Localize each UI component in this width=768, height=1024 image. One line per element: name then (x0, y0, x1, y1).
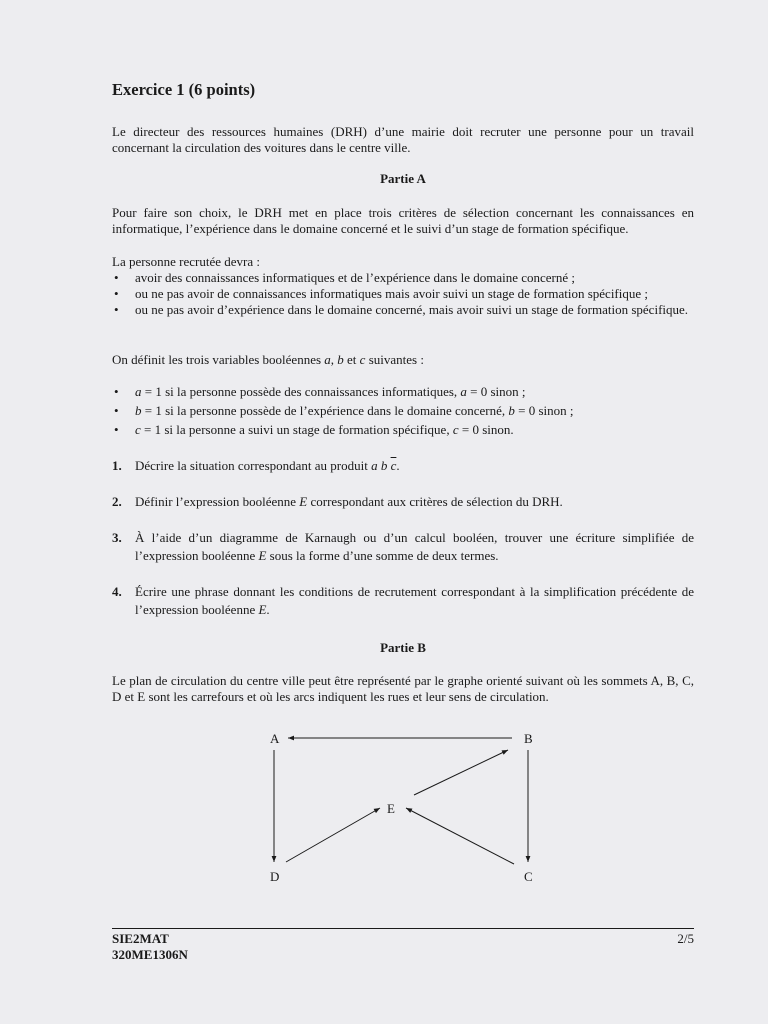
var-eq: = 1 (141, 403, 162, 418)
graph-edge-C-E (406, 808, 514, 864)
question-end: . (396, 458, 400, 473)
var-e: E (299, 494, 308, 509)
intro-paragraph: Le directeur des ressources humaines (DRH) d’une mairie doit recruter une personne pour un travail concernant la circulation des voitures dans le centre ville. (112, 124, 694, 155)
must-intro: La personne recrutée devra : (112, 254, 260, 269)
expr-ab: a b (371, 458, 391, 473)
criterion-2: • ou ne pas avoir de connaissances informatiques mais avoir suivi un stage de formation spécifique ; (112, 286, 694, 302)
criterion-3: • ou ne pas avoir d’expérience dans le domaine concerné, mais avoir suivi un stage de formation spécifique. (112, 302, 694, 318)
part-a-heading: Partie A (380, 171, 426, 186)
question-text: Définir l’expression booléenne (135, 494, 300, 509)
sep: et (343, 352, 360, 367)
question-text: . (266, 602, 270, 617)
var-eq: = 0 (514, 403, 536, 418)
var-b: b (337, 352, 344, 367)
footer-code-line-2: 320ME1306N (112, 947, 188, 962)
question-text: Écrire une phrase donnant les conditions de recrutement correspondant à la simplification précédente de l’expression booléenne (135, 584, 694, 617)
sep: , (330, 352, 338, 367)
var-name: a (135, 384, 142, 399)
part-b-heading: Partie B (380, 640, 426, 655)
var-name: b (508, 403, 515, 418)
question-number: 2. (112, 494, 122, 509)
variables-intro-end: suivantes : (365, 352, 424, 367)
question-number: 4. (112, 584, 122, 599)
var-e: E (258, 602, 267, 617)
var-eq: = 0 (458, 422, 479, 437)
question-text: Décrire la situation correspondant au produit (135, 458, 372, 473)
var-tail: sinon ; (487, 384, 526, 399)
graph-node-C: C (524, 869, 533, 884)
question-number: 3. (112, 530, 122, 545)
question-text: sous la forme d’une somme de deux termes. (266, 548, 499, 563)
graph-node-B: B (524, 731, 533, 746)
criterion-1: • avoir des connaissances informatiques et de l’expérience dans le domaine concerné ; (112, 270, 694, 286)
var-name: c (135, 422, 141, 437)
exercise-title: Exercice 1 (6 points) (112, 80, 256, 99)
var-text: si la personne possède de l’expérience dans le domaine concerné, (161, 403, 509, 418)
var-eq: = 1 (141, 384, 162, 399)
variables-intro-text: On définit les trois variables booléennes (112, 352, 325, 367)
footer-code (112, 931, 188, 963)
var-eq: = 1 (140, 422, 162, 437)
graph-node-A: A (270, 731, 280, 746)
question-number: 1. (112, 458, 122, 473)
var-tail: sinon. (478, 422, 514, 437)
var-name: c (452, 422, 459, 437)
footer-code-line-1: SIE2MAT (112, 931, 169, 946)
footer-page-number: 2/5 (677, 931, 694, 946)
part-b-intro: Le plan de circulation du centre ville peut être représenté par le graphe orienté suivant où les sommets A, B, C, D et E sont les carrefours et où les arcs indiquent les rues et leur sens de circulation. (112, 673, 694, 704)
var-text: si la personne possède des connaissances informatiques, (161, 384, 461, 399)
question-text: À l’aide d’un diagramme de Karnaugh ou d’un calcul booléen, trouver une écriture simplifiée de l’expression booléenne (135, 530, 694, 563)
graph-edge-E-B (414, 750, 508, 795)
var-text: si la personne a suivi un stage de formation spécifique, (161, 422, 453, 437)
question-text: correspondant aux critères de sélection du DRH. (307, 494, 563, 509)
graph-node-E: E (387, 801, 395, 816)
expr-c-bar: $\overline{c}$ (390, 458, 397, 473)
var-name: b (135, 403, 142, 418)
var-tail: sinon ; (535, 403, 574, 418)
graph-edge-D-E (286, 808, 380, 862)
var-a: a (324, 352, 331, 367)
graph-node-D: D (270, 869, 280, 884)
var-e: E (258, 548, 267, 563)
var-c: c (359, 352, 366, 367)
var-name: a (460, 384, 467, 399)
footer-divider (112, 928, 694, 929)
var-eq: = 0 (466, 384, 488, 399)
criteria-intro: Pour faire son choix, le DRH met en place trois critères de sélection concernant les connaissances en informatique, l’expérience dans le domaine concerné et le suivi d’un stage de formation spécifique. (112, 205, 694, 236)
